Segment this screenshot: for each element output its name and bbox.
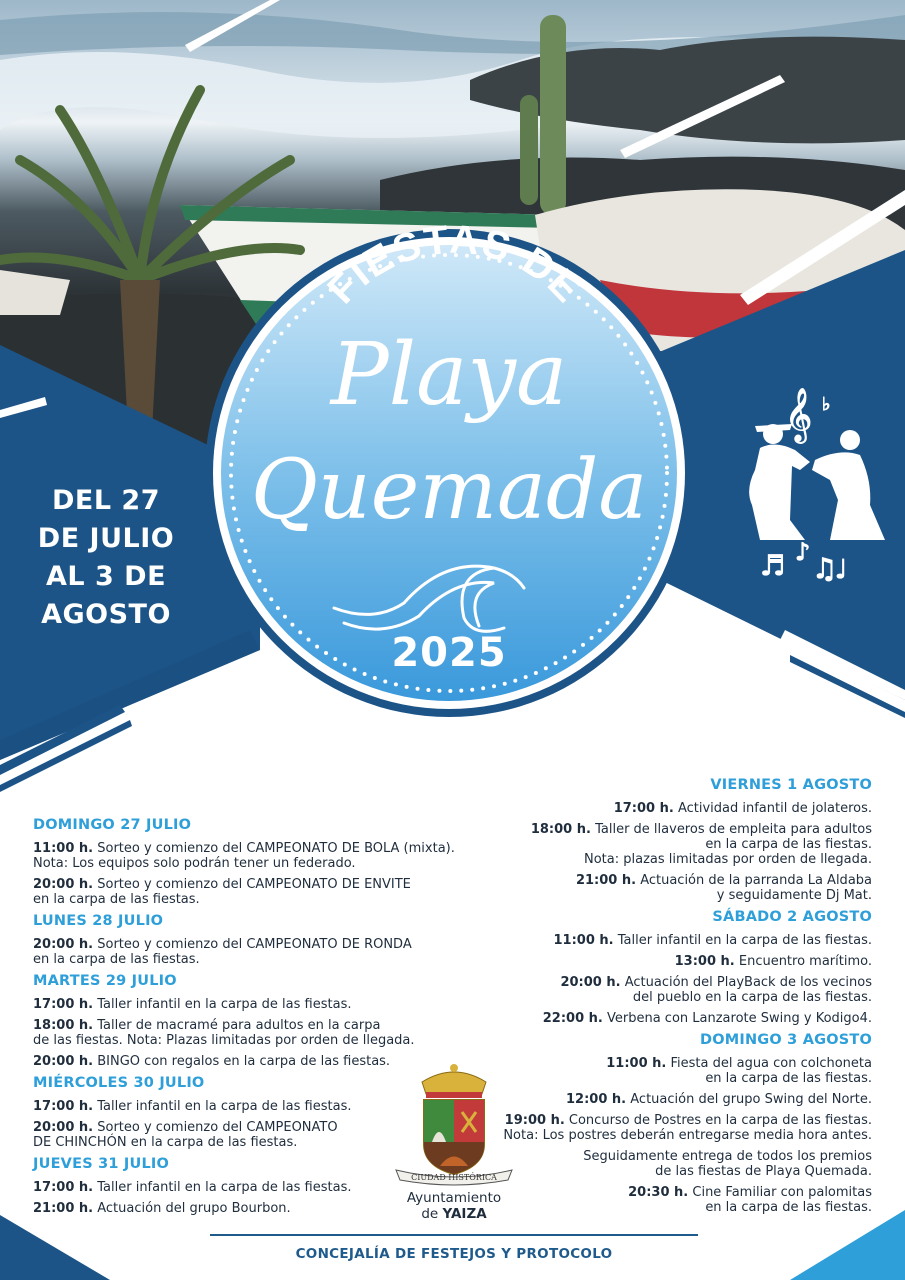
event-text: Actividad infantil de jolateros. <box>677 801 872 816</box>
event-item <box>33 937 453 967</box>
event-time: 17:00 h. <box>33 1180 94 1195</box>
day-heading: DOMINGO 3 AGOSTO <box>699 1032 872 1048</box>
event-item <box>470 873 872 903</box>
event-text: Actuación de la parranda La Aldaba <box>640 873 872 888</box>
event-item <box>470 801 872 816</box>
ayuntamiento-label <box>392 1190 516 1222</box>
event-item <box>470 1011 872 1026</box>
event-item <box>33 997 453 1012</box>
event-text: Taller infantil en la carpa de las fiestas. <box>97 1180 352 1195</box>
event-line-extra: de las fiestas. Nota: Plazas limitadas por orden de llegada. <box>33 1033 415 1048</box>
event-text: Encuentro marítimo. <box>738 954 872 969</box>
event-item <box>470 975 872 1005</box>
event-line <box>470 1149 872 1164</box>
event-line-extra: DE CHINCHÓN en la carpa de las fiestas. <box>33 1135 298 1150</box>
svg-text:♬: ♬ <box>760 549 786 582</box>
svg-text:♫: ♫ <box>812 552 838 585</box>
event-text: Cine Familiar con palomitas <box>692 1185 872 1200</box>
day-heading: SÁBADO 2 AGOSTO <box>712 909 872 925</box>
event-line <box>33 997 453 1012</box>
event-item <box>33 1180 453 1195</box>
event-line <box>33 1201 453 1216</box>
event-item <box>33 1201 453 1216</box>
event-line <box>33 937 453 952</box>
footer-text: CONCEJALÍA DE FESTEJOS Y PROTOCOLO <box>295 1246 613 1262</box>
schedule-left <box>33 811 453 1216</box>
event-line <box>33 841 453 856</box>
event-time: 20:00 h. <box>33 1054 94 1069</box>
crest-banner: CIUDAD HISTÓRICA <box>411 1173 497 1182</box>
title-top-text: FIESTAS DE <box>319 217 591 313</box>
event-time: 12:00 h. <box>566 1092 627 1107</box>
date-line: AGOSTO <box>41 599 171 630</box>
event-time: 13:00 h. <box>674 954 735 969</box>
event-time: 21:00 h. <box>575 873 637 888</box>
event-time: 17:00 h. <box>33 1099 94 1114</box>
event-time: 18:00 h. <box>530 822 591 837</box>
svg-text:♭: ♭ <box>822 394 831 415</box>
yaiza-crest <box>392 1062 516 1222</box>
event-line-extra: del pueblo en la carpa de las fiestas. <box>632 990 872 1005</box>
event-line-extra: en la carpa de las fiestas. <box>33 952 200 967</box>
event-text: Concurso de Postres en la carpa de las fiestas. <box>568 1113 872 1128</box>
event-item <box>33 1018 453 1048</box>
event-item <box>470 1056 872 1086</box>
event-item <box>470 1092 872 1107</box>
day-heading: DOMINGO 27 JULIO <box>33 817 192 833</box>
event-item <box>33 1099 453 1114</box>
coat-of-arms-icon <box>392 1062 516 1188</box>
event-line <box>470 1011 872 1026</box>
event-item <box>470 1185 872 1215</box>
event-line <box>33 1099 453 1114</box>
event-time: 11:00 h. <box>606 1056 667 1071</box>
event-time: 18:00 h. <box>33 1018 94 1033</box>
year: 2025 <box>391 630 507 676</box>
day-heading: MIÉRCOLES 30 JULIO <box>33 1075 205 1091</box>
svg-text:♩: ♩ <box>835 555 848 585</box>
municipality-prefix: de <box>421 1206 443 1222</box>
event-item <box>470 822 872 867</box>
event-item <box>470 954 872 969</box>
event-item <box>33 1054 453 1069</box>
event-line <box>470 873 872 888</box>
event-time: 20:30 h. <box>628 1185 689 1200</box>
event-text: Sorteo y comienzo del CAMPEONATO DE ENVITE <box>97 877 411 892</box>
event-item <box>33 1120 453 1150</box>
svg-text:𝄞: 𝄞 <box>785 387 813 441</box>
event-time: 22:00 h. <box>542 1011 603 1026</box>
event-item <box>470 1113 872 1143</box>
event-line-extra: en la carpa de las fiestas. <box>705 837 872 852</box>
event-line <box>33 1120 453 1135</box>
event-line <box>470 954 872 969</box>
event-time: 11:00 h. <box>553 933 614 948</box>
event-time: 11:00 h. <box>33 841 94 856</box>
event-line-extra: en la carpa de las fiestas. <box>705 1071 872 1086</box>
event-text: Sorteo y comienzo del CAMPEONATO DE BOLA (mixta). <box>97 841 455 856</box>
event-line <box>470 1185 872 1200</box>
title-line-1: Playa <box>330 325 568 425</box>
event-time: 17:00 h. <box>613 801 674 816</box>
event-text: Seguidamente entrega de todos los premios <box>583 1149 872 1164</box>
date-line: DEL 27 <box>51 485 161 516</box>
event-line-extra: y seguidamente Dj Mat. <box>716 888 872 903</box>
event-text: BINGO con regalos en la carpa de las fiestas. <box>97 1054 391 1069</box>
event-text: Sorteo y comienzo del CAMPEONATO <box>97 1120 338 1135</box>
event-line <box>33 1180 453 1195</box>
event-item <box>470 1149 872 1179</box>
event-time: 21:00 h. <box>33 1201 94 1216</box>
municipality-name: YAIZA <box>442 1206 487 1222</box>
event-line-extra: Nota: Los equipos solo podrán tener un federado. <box>33 856 356 871</box>
event-line-extra: Nota: plazas limitadas por orden de llegada. <box>583 852 872 867</box>
footer-divider <box>210 1234 698 1236</box>
svg-text:♪: ♪ <box>795 538 811 566</box>
municipality-line <box>392 1206 516 1222</box>
day-heading: JUEVES 31 JULIO <box>33 1156 170 1172</box>
event-line <box>470 1113 872 1128</box>
title-line-2: Quemada <box>250 443 648 538</box>
event-line-extra: en la carpa de las fiestas. <box>33 892 200 907</box>
event-text: Taller infantil en la carpa de las fiestas. <box>617 933 872 948</box>
event-time: 20:00 h. <box>33 877 94 892</box>
event-line <box>470 822 872 837</box>
date-range <box>14 482 198 634</box>
event-line <box>33 1018 453 1033</box>
event-line-extra: Nota: Los postres deberán entregarse media hora antes. <box>503 1128 872 1143</box>
event-item <box>33 841 453 871</box>
event-item <box>470 933 872 948</box>
event-line <box>470 801 872 816</box>
event-time: 20:00 h. <box>33 937 94 952</box>
event-text: Taller infantil en la carpa de las fiestas. <box>97 1099 352 1114</box>
event-time: 17:00 h. <box>33 997 94 1012</box>
event-text: Sorteo y comienzo del CAMPEONATO DE RONDA <box>97 937 412 952</box>
event-line <box>470 975 872 990</box>
event-time: 19:00 h. <box>504 1113 565 1128</box>
event-line-extra: de las fiestas de Playa Quemada. <box>655 1164 872 1179</box>
event-item <box>33 877 453 907</box>
day-heading: VIERNES 1 AGOSTO <box>710 777 872 793</box>
event-line <box>470 1092 872 1107</box>
event-text: Verbena con Lanzarote Swing y Kodigo4. <box>606 1011 872 1026</box>
event-line <box>470 1056 872 1071</box>
schedule-right <box>470 771 872 1215</box>
event-text: Actuación del grupo Bourbon. <box>97 1201 291 1216</box>
event-time: 20:00 h. <box>33 1120 94 1135</box>
event-text: Taller infantil en la carpa de las fiestas. <box>97 997 352 1012</box>
event-line <box>33 877 453 892</box>
event-line <box>470 933 872 948</box>
svg-text:FIESTAS DE <box>319 217 590 312</box>
event-text: Actuación del PlayBack de los vecinos <box>624 975 872 990</box>
event-text: Taller de llaveros de empleita para adultos <box>595 822 872 837</box>
date-line: AL 3 DE <box>45 561 167 592</box>
event-line <box>33 1054 453 1069</box>
date-line: DE JULIO <box>37 523 175 554</box>
day-heading: MARTES 29 JULIO <box>33 973 177 989</box>
event-text: Taller de macramé para adultos en la carpa <box>97 1018 381 1033</box>
event-time: 20:00 h. <box>560 975 621 990</box>
event-text: Fiesta del agua con colchoneta <box>670 1056 872 1071</box>
event-line-extra: en la carpa de las fiestas. <box>705 1200 872 1215</box>
event-text: Actuación del grupo Swing del Norte. <box>630 1092 872 1107</box>
day-heading: LUNES 28 JULIO <box>33 913 164 929</box>
ayuntamiento-line: Ayuntamiento <box>406 1190 502 1206</box>
